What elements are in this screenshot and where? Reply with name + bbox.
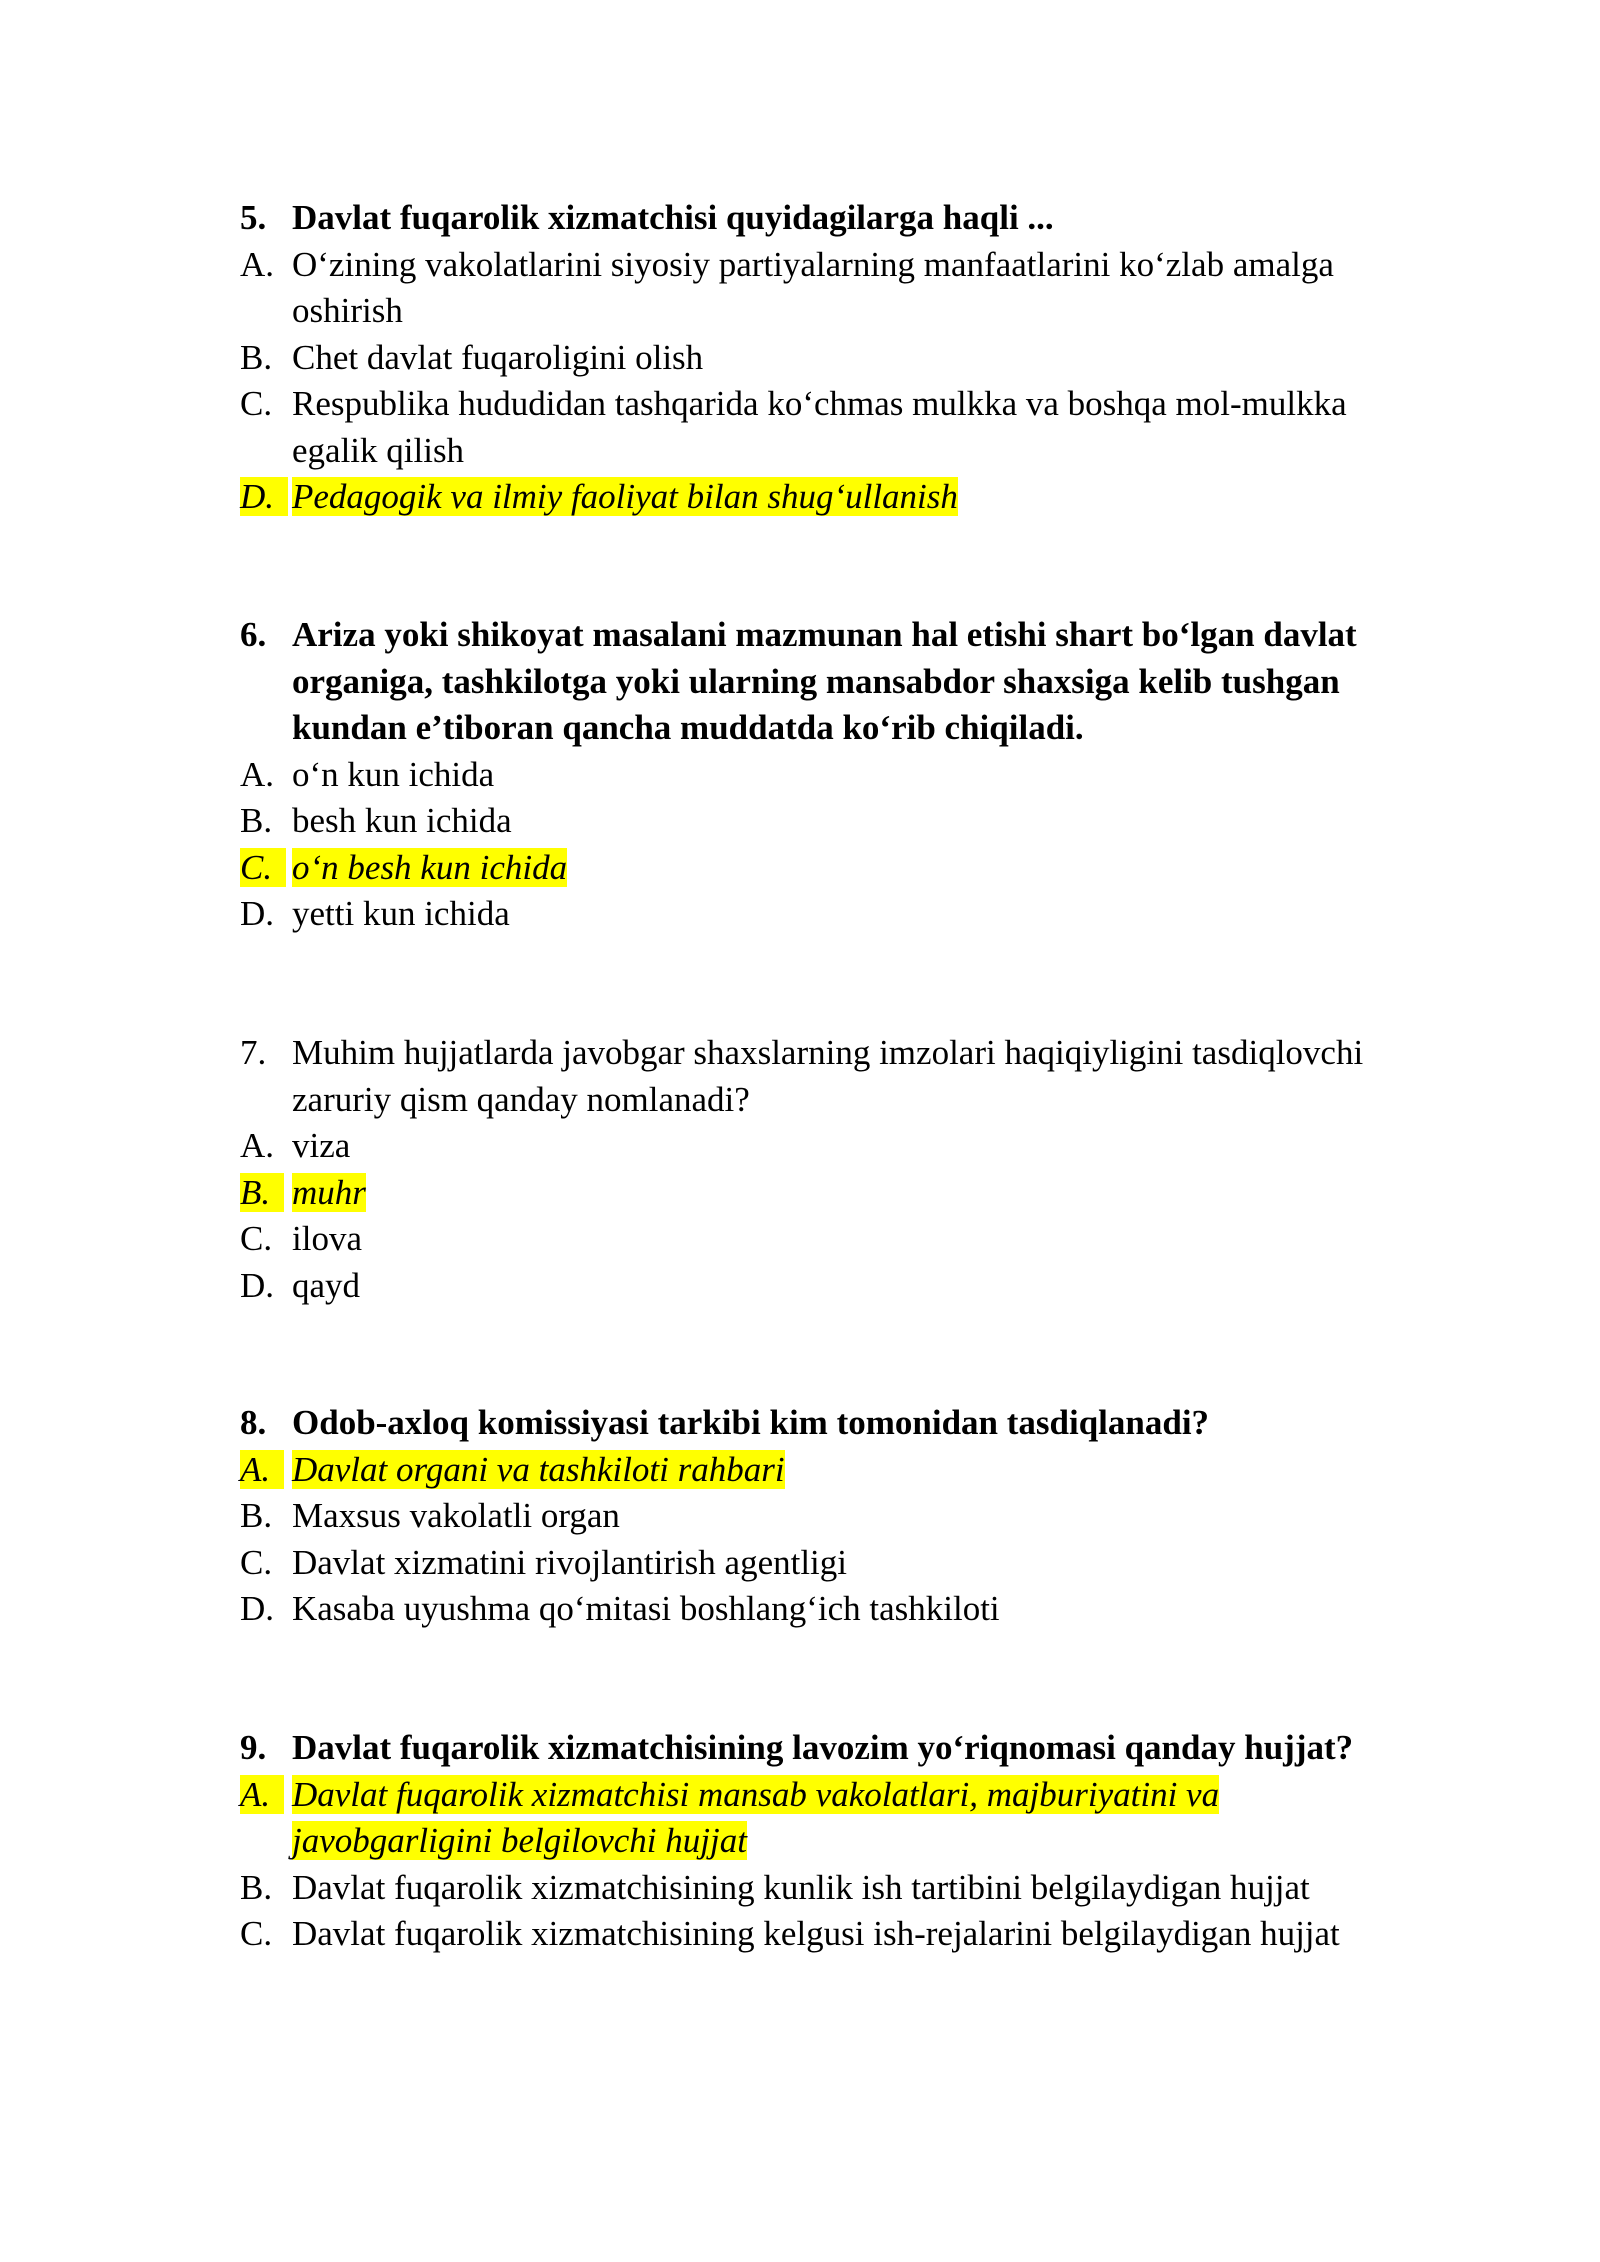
highlighted-label: B. [240, 1173, 284, 1212]
option-b [240, 1493, 1420, 1540]
option-text: Respublika hududidan tashqarida ko‘chmas mulkka va boshqa mol-mulkka egalik qilish [292, 384, 1347, 470]
option-b [240, 335, 1420, 382]
option-text: Davlat fuqarolik xizmatchisining kunlik ish tartibini belgilaydigan hujjat [292, 1867, 1310, 1907]
question-number: 9. [240, 1728, 267, 1767]
option-label: B. [240, 337, 273, 377]
option-text: yetti kun ichida [292, 894, 510, 933]
option-b [240, 1865, 1420, 1912]
option-label: B. [240, 801, 273, 840]
option-label: B. [240, 1496, 273, 1535]
option-d-correct [240, 474, 1420, 521]
option-c-correct [240, 845, 1420, 892]
question-text: Ariza yoki shikoyat masalani mazmunan hal etishi shart bo‘lgan davlat organiga, tashkilotga yoki ularning mansabdor shaxsiga kelib tushgan kundan e’tiboran qancha muddatda ko‘rib chiqiladi. [292, 615, 1357, 747]
option-text: besh kun ichida [292, 801, 512, 840]
option-label: B. [240, 1867, 273, 1907]
option-label: A. [240, 244, 275, 284]
question-title [240, 612, 1420, 752]
option-c [240, 1911, 1420, 1958]
option-a-correct [240, 1447, 1420, 1494]
option-a [240, 752, 1420, 799]
question-text: Davlat fuqarolik xizmatchisining lavozim yo‘riqnomasi qanday hujjat? [292, 1728, 1354, 1767]
option-text: Maxsus vakolatli organ [292, 1496, 620, 1535]
option-label: A. [240, 1126, 275, 1165]
option-text [292, 1447, 1420, 1494]
option-text [292, 845, 1420, 892]
highlighted-text: Davlat fuqarolik xizmatchisi mansab vakolatlari, majburiyatini va javobgarligini belgilovchi hujjat [292, 1774, 1220, 1860]
question-9 [240, 1725, 1420, 1958]
option-label: A. [240, 754, 275, 794]
question-8 [240, 1400, 1420, 1633]
option-c [240, 381, 1420, 474]
option-a [240, 1123, 1420, 1170]
option-text: O‘zining vakolatlarini siyosiy partiyalarning manfaatlarini ko‘zlab amalga oshirish [292, 244, 1334, 330]
option-label: D. [240, 1589, 275, 1628]
option-label: D. [240, 1265, 275, 1305]
option-d [240, 891, 1420, 938]
question-title [240, 1400, 1420, 1447]
option-text: o‘n kun ichida [292, 754, 495, 794]
question-6 [240, 612, 1420, 938]
option-label [240, 474, 292, 521]
question-number: 5. [240, 198, 267, 237]
option-text [292, 1772, 1420, 1865]
option-c [240, 1216, 1420, 1263]
highlighted-text: Davlat organi va tashkiloti rahbari [292, 1449, 785, 1489]
highlighted-label: A. [240, 1450, 284, 1489]
question-text: Odob-axloq komissiyasi tarkibi kim tomonidan tasdiqlanadi? [292, 1403, 1210, 1442]
question-text: Davlat fuqarolik xizmatchisi quyidagilarga haqli ... [292, 198, 1054, 237]
question-number: 8. [240, 1403, 267, 1442]
option-a [240, 242, 1420, 335]
option-label [240, 845, 292, 892]
option-text: ilova [292, 1219, 362, 1258]
option-d [240, 1263, 1420, 1310]
option-text: viza [292, 1126, 351, 1165]
highlighted-label: D. [240, 477, 288, 516]
option-d [240, 1586, 1420, 1633]
question-number: 7. [240, 1033, 267, 1072]
question-title [240, 195, 1420, 242]
option-label: D. [240, 894, 275, 933]
option-label: C. [240, 1542, 273, 1582]
option-text [292, 474, 1420, 521]
option-text: Davlat fuqarolik xizmatchisining kelgusi ish-rejalarini belgilaydigan hujjat [292, 1914, 1340, 1953]
question-title [240, 1725, 1420, 1772]
highlighted-text: muhr [292, 1172, 366, 1212]
option-label [240, 1170, 292, 1217]
highlighted-text: Pedagogik va ilmiy faoliyat bilan shug‘ullanish [292, 477, 958, 516]
option-label: C. [240, 384, 273, 423]
option-c [240, 1540, 1420, 1587]
option-label: C. [240, 1914, 273, 1953]
highlighted-label: A. [240, 1775, 284, 1814]
question-text: Muhim hujjatlarda javobgar shaxslarning imzolari haqiqiyligini tasdiqlovchi zaruriy qism qanday nomlanadi? [292, 1033, 1364, 1119]
option-b-correct [240, 1170, 1420, 1217]
highlighted-label: C. [240, 848, 286, 887]
highlighted-text: o‘n besh kun ichida [292, 847, 568, 887]
option-text: Chet davlat fuqaroligini olish [292, 337, 704, 377]
option-label [240, 1447, 292, 1494]
option-label: C. [240, 1219, 273, 1258]
question-number: 6. [240, 615, 267, 654]
option-label [240, 1772, 292, 1819]
option-a-correct [240, 1772, 1420, 1865]
question-title [240, 1030, 1420, 1123]
question-7 [240, 1030, 1420, 1309]
question-5 [240, 195, 1420, 521]
option-text: Kasaba uyushma qo‘mitasi boshlang‘ich tashkiloti [292, 1589, 1000, 1628]
option-text: qayd [292, 1265, 361, 1305]
option-text: Davlat xizmatini rivojlantirish agentligi [292, 1542, 848, 1582]
option-text [292, 1170, 1420, 1217]
option-b [240, 798, 1420, 845]
